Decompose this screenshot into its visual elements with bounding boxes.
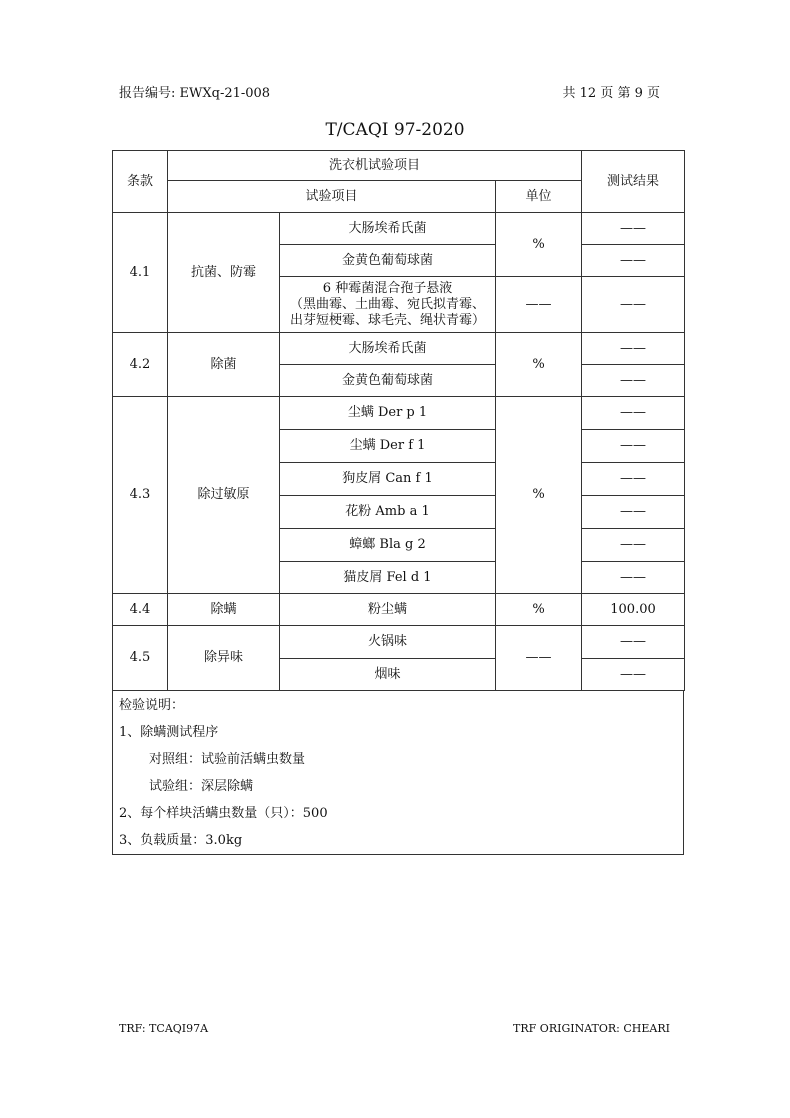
item-cell: 火锅味 xyxy=(280,626,496,659)
header-result: 测试结果 xyxy=(582,151,685,213)
category-cell: 除螨 xyxy=(168,594,280,626)
result-cell: —— xyxy=(582,333,685,365)
clause-cell: 4.5 xyxy=(113,626,168,691)
category-cell: 除过敏原 xyxy=(168,397,280,594)
item-cell: 大肠埃希氏菌 xyxy=(280,333,496,365)
item-cell: 狗皮屑 Can f 1 xyxy=(280,463,496,496)
clause-cell: 4.1 xyxy=(113,213,168,333)
note-line: 试验组：深层除螨 xyxy=(149,779,254,794)
item-cell: 蟑螂 Bla g 2 xyxy=(280,529,496,562)
item-cell: 粉尘螨 xyxy=(280,594,496,626)
clause-cell: 4.2 xyxy=(113,333,168,397)
category-cell: 除异味 xyxy=(168,626,280,691)
unit-cell: % xyxy=(496,594,582,626)
test-results-table xyxy=(112,150,685,691)
result-cell: —— xyxy=(582,496,685,529)
inspection-notes xyxy=(112,690,684,855)
item-line: 6 种霉菌混合孢子悬液 xyxy=(322,280,453,296)
page-info: 共 12 页 第 9 页 xyxy=(562,86,660,101)
unit-cell: % xyxy=(496,397,582,594)
result-cell: —— xyxy=(582,397,685,430)
result-cell: —— xyxy=(582,430,685,463)
item-cell: 尘螨 Der f 1 xyxy=(280,430,496,463)
header-item: 试验项目 xyxy=(168,181,496,213)
result-cell: —— xyxy=(582,659,685,691)
result-cell: —— xyxy=(582,562,685,594)
result-cell: —— xyxy=(582,245,685,277)
result-cell: —— xyxy=(582,626,685,659)
item-line: （黑曲霉、土曲霉、宛氏拟青霉、 xyxy=(289,296,485,312)
item-cell: 花粉 Amb a 1 xyxy=(280,496,496,529)
unit-cell: —— xyxy=(496,626,582,691)
note-line: 3、负载质量：3.0kg xyxy=(119,833,243,848)
report-number: 报告编号: EWXq-21-008 xyxy=(119,86,271,101)
result-cell: —— xyxy=(582,463,685,496)
footer-originator: TRF ORIGINATOR: CHEARI xyxy=(513,1022,670,1035)
item-line: 出芽短梗霉、球毛壳、绳状青霉） xyxy=(289,312,485,328)
result-cell: 100.00 xyxy=(582,594,685,626)
item-cell: 大肠埃希氏菌 xyxy=(280,213,496,245)
clause-cell: 4.4 xyxy=(113,594,168,626)
item-cell: 金黄色葡萄球菌 xyxy=(280,245,496,277)
item-cell: 烟味 xyxy=(280,659,496,691)
unit-cell: % xyxy=(496,213,582,277)
clause-cell: 4.3 xyxy=(113,397,168,594)
item-cell xyxy=(280,277,496,333)
header-group: 洗衣机试验项目 xyxy=(168,151,582,181)
category-cell: 除菌 xyxy=(168,333,280,397)
note-line: 2、每个样块活螨虫数量（只）：500 xyxy=(119,806,328,821)
unit-cell: % xyxy=(496,333,582,397)
category-cell: 抗菌、防霉 xyxy=(168,213,280,333)
result-cell: —— xyxy=(582,213,685,245)
item-cell: 猫皮屑 Fel d 1 xyxy=(280,562,496,594)
notes-heading: 检验说明： xyxy=(119,698,185,713)
unit-cell: —— xyxy=(496,277,582,333)
footer-trf: TRF: TCAQI97A xyxy=(119,1022,209,1035)
note-line: 1、除螨测试程序 xyxy=(119,725,219,740)
note-line: 对照组：试验前活螨虫数量 xyxy=(149,752,306,767)
header-unit: 单位 xyxy=(496,181,582,213)
document-title: T/CAQI 97-2020 xyxy=(325,120,465,140)
result-cell: —— xyxy=(582,365,685,397)
item-cell: 金黄色葡萄球菌 xyxy=(280,365,496,397)
result-cell: —— xyxy=(582,529,685,562)
result-cell: —— xyxy=(582,277,685,333)
item-cell: 尘螨 Der p 1 xyxy=(280,397,496,430)
header-clause: 条款 xyxy=(113,151,168,213)
